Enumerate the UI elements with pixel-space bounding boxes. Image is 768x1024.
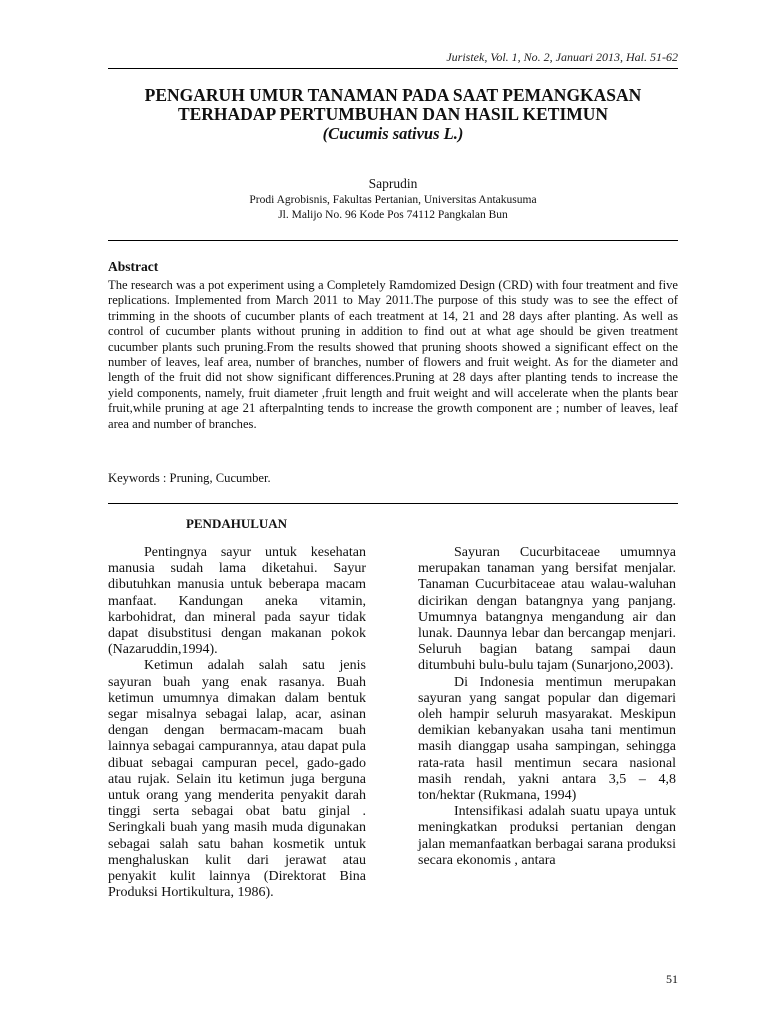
keywords: Keywords : Pruning, Cucumber.: [108, 471, 271, 485]
paragraph: Sayuran Cucurbitaceae umumnya merupakan tanaman yang bersifat menjalar. Tanaman Cucurbitaceae atau walau-waluhan dicirikan dengan batangnya yang panjang. Umumnya batangnya mengandung air dan lunak. Daunnya lebar dan bercangap menjari. Seluruh bagian batang sampai daun ditumbuhi bulu-bulu tajam (Sunarjono,2003).: [418, 545, 676, 674]
paragraph: Ketimun adalah salah satu jenis sayuran buah yang enak rasanya. Buah ketimun umumnya dimakan dalam bentuk segar misalnya sebagai lalap, acar, asinan dengan dengan bermacam-macam buah lainnya sebagai campurannya, atau dapat pula dibuat sebagai campuran pecel, gado-gado atau rujak. Selain itu ketimun juga berguna untuk orang yang menderita penyakit darah tinggi serta sebagai obat batu ginjal . Seringkali buah yang masih muda digunakan sebagai salah satu bahan kosmetik untuk menghaluskan kulit dari jerawat atau penyakit kulit lainnya (Direktorat Bina Produksi Hortikultura, 1986).: [108, 658, 366, 901]
body-column-left: [108, 545, 366, 901]
journal-reference: Juristek, Vol. 1, No. 2, Januari 2013, Hal. 51-62: [446, 50, 678, 64]
abstract-body: [108, 278, 678, 432]
author-affiliation: Prodi Agrobisnis, Fakultas Pertanian, Universitas Antakusuma: [249, 194, 537, 206]
paragraph: Pentingnya sayur untuk kesehatan manusia sudah lama diketahui. Sayur dibutuhkan manusia untuk beberapa macam manfaat. Kandungan aneka vitamin, karbohidrat, dan mineral pada sayur tidak dapat disubstitusi dengan makanan pokok (Nazaruddin,1994).: [108, 545, 366, 658]
title-line-3: (Cucumis sativus L.): [322, 124, 464, 143]
paragraph: Intensifikasi adalah suatu upaya untuk meningkatkan produksi pertanian dengan jalan memanfaatkan berbagai sarana produksi secara ekonomis , antara: [418, 804, 676, 868]
author-affiliation-block: [108, 193, 678, 223]
header-rule: [108, 68, 678, 69]
paper-title: [108, 86, 678, 143]
page-number: 51: [666, 972, 678, 986]
paragraph: Di Indonesia mentimun merupakan sayuran yang sangat popular dan digemari oleh hampir seluruh masyarakat. Meskipun demikian kebanyakan usaha tani mentimun masih dianggap usaha sampingan, sehingga rata-rata hasil mentimun secara nasional masih rendah, yakni antara 3,5 – 4,8 ton/hektar (Rukmana, 1994): [418, 674, 676, 804]
abstract-text: The research was a pot experiment using a Completely Ramdomized Design (CRD) with four treatment and five replications. Implemented from March 2011 to May 2011.The purpose of this study was to see the effect of trimming in the shoots of cucumber plants of each treatment at 14, 21 and 28 days after planting. As well as control of cucumber plants without pruning in addition to find out at what age should be given treatment cucumber plants such pruning.From the results showed that pruning shoots showed a significant effect on the number of leaves, leaf area, number of branches, number of flowers and fruit weight. As for the diameter and length of the fruit did not show significant differences.Pruning at 28 days after planting tends to increase the yield components, namely, fruit diameter ,fruit length and fruit weight and will accelerate when the plants bear fruit,while pruning at age 21 afterpalnting tends to increase the growth component are ; number of leaves, leaf area and number of branches.: [108, 278, 678, 431]
author-name: Saprudin: [368, 176, 418, 191]
abstract-bottom-rule: [108, 503, 678, 504]
author-address: Jl. Malijo No. 96 Kode Pos 74112 Pangkalan Bun: [278, 209, 508, 221]
body-column-right: [418, 545, 676, 869]
title-line-2: TERHADAP PERTUMBUHAN DAN HASIL KETIMUN: [177, 104, 609, 124]
section-heading: PENDAHULUAN: [185, 516, 288, 531]
abstract-heading: Abstract: [108, 259, 159, 274]
abstract-top-rule: [108, 240, 678, 241]
title-line-1: PENGARUH UMUR TANAMAN PADA SAAT PEMANGKASAN: [144, 85, 642, 105]
